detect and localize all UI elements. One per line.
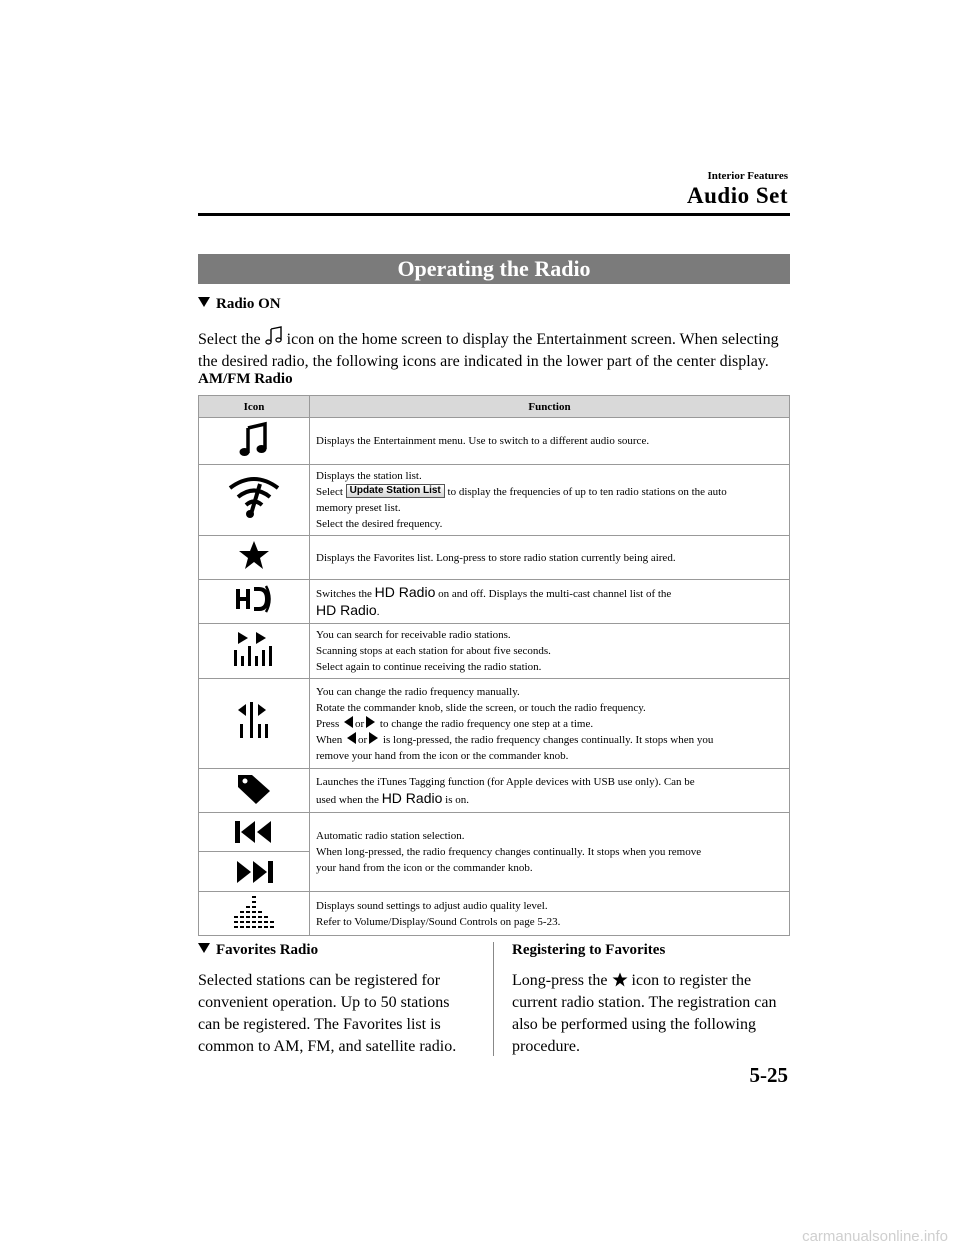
star-icon xyxy=(238,540,270,570)
registering-paragraph: Long-press the icon to register the current radio station. The registration can also be performed using the following procedure. xyxy=(512,972,777,1055)
tag-icon xyxy=(236,771,272,805)
icon-cell xyxy=(199,465,310,536)
section-banner: Operating the Radio xyxy=(198,254,790,284)
function-text: You can search for receivable radio stations. Scanning stops at each station for about five seconds. Select again to continue receiving the radio station. xyxy=(310,624,790,679)
seek-forward-cell xyxy=(199,852,309,891)
radio-on-paragraph: Select the icon on the home screen to display the Entertainment screen. When selecting the desired radio, the following icons are indicated in the lower part of the center display. xyxy=(198,326,798,373)
table-row xyxy=(199,536,790,580)
star-icon xyxy=(612,972,628,987)
icon-cell xyxy=(199,813,310,892)
music-note-icon xyxy=(239,421,269,457)
table-row xyxy=(199,418,790,465)
triangle-bullet-icon xyxy=(198,297,210,307)
scan-icon xyxy=(232,630,276,668)
watermark: carmanualsonline.info xyxy=(802,1228,948,1245)
favorites-heading: Favorites Radio xyxy=(198,942,318,959)
icon-cell xyxy=(199,418,310,465)
seek-back-icon xyxy=(233,819,275,845)
function-text: Displays sound settings to adjust audio quality level. Refer to Volume/Display/Sound Controls on page 5-23. xyxy=(310,892,790,936)
right-arrow-icon xyxy=(369,732,378,744)
chapter-title: Audio Set xyxy=(687,183,788,208)
update-station-list-button: Update Station List xyxy=(346,484,445,498)
column-divider xyxy=(493,942,494,1056)
function-text: Displays the station list. Select Update Station List to display the frequencies of up to ten radio stations on the auto memory preset list. Select the desired frequency. xyxy=(310,465,790,536)
function-text: Displays the Entertainment menu. Use to switch to a different audio source. xyxy=(310,418,790,465)
icon-cell xyxy=(199,679,310,769)
left-arrow-icon xyxy=(347,732,356,744)
function-text: Displays the Favorites list. Long-press to store radio station currently being aired. xyxy=(310,536,790,580)
radio-on-heading: Radio ON xyxy=(198,296,281,313)
hd-radio-logo: HD Radio xyxy=(374,583,436,600)
function-text: You can change the radio frequency manually. Rotate the commander knob, slide the screen, or touch the radio frequency. Press or to change the radio frequency one step at a time. When or is long-pressed, the radio frequency changes continually. It stops when you remove your hand from the icon or the commander knob. xyxy=(310,679,790,769)
registering-heading: Registering to Favorites xyxy=(512,942,666,958)
table-row xyxy=(199,679,790,769)
icon-cell xyxy=(199,769,310,813)
table-row xyxy=(199,465,790,536)
table-row xyxy=(199,813,790,892)
hd-radio-icon xyxy=(234,583,274,615)
table-row xyxy=(199,892,790,936)
favorites-paragraph: Selected stations can be registered for convenient operation. Up to 50 stations can be registered. The Favorites list is common to AM, FM, and satellite radio. xyxy=(198,972,457,1055)
station-list-icon xyxy=(226,476,282,520)
function-table xyxy=(198,395,790,936)
table-row xyxy=(199,580,790,624)
seek-forward-icon xyxy=(233,859,275,885)
hd-radio-logo: HD Radio xyxy=(316,601,377,618)
function-text: Switches the HD Radio on and off. Displays the multi-cast channel list of the HD Radio. xyxy=(310,580,790,624)
left-arrow-icon xyxy=(344,716,353,728)
equalizer-icon xyxy=(234,894,274,928)
page-number: 5-25 xyxy=(749,1063,788,1087)
music-note-icon xyxy=(265,326,283,346)
triangle-bullet-icon xyxy=(198,943,210,953)
am-fm-subheading: AM/FM Radio xyxy=(198,371,293,387)
header-rule xyxy=(198,213,790,216)
icon-cell xyxy=(199,892,310,936)
table-row xyxy=(199,624,790,679)
function-column-header: Function xyxy=(310,396,790,418)
seek-back-cell xyxy=(199,813,309,852)
icon-cell xyxy=(199,624,310,679)
hd-radio-logo: HD Radio xyxy=(381,789,443,806)
icon-column-header: Icon xyxy=(199,396,310,418)
table-row xyxy=(199,769,790,813)
manual-tune-icon xyxy=(236,702,272,740)
function-text: Automatic radio station selection. When long-pressed, the radio frequency changes continually. It stops when you remove your hand from the icon or the commander knob. xyxy=(310,813,790,892)
right-arrow-icon xyxy=(366,716,375,728)
section-title: Interior Features xyxy=(707,170,788,182)
icon-cell xyxy=(199,580,310,624)
table-header-row xyxy=(199,396,790,418)
icon-cell xyxy=(199,536,310,580)
function-text: Launches the iTunes Tagging function (for Apple devices with USB use only). Can be used when the HD Radio is on. xyxy=(310,769,790,813)
